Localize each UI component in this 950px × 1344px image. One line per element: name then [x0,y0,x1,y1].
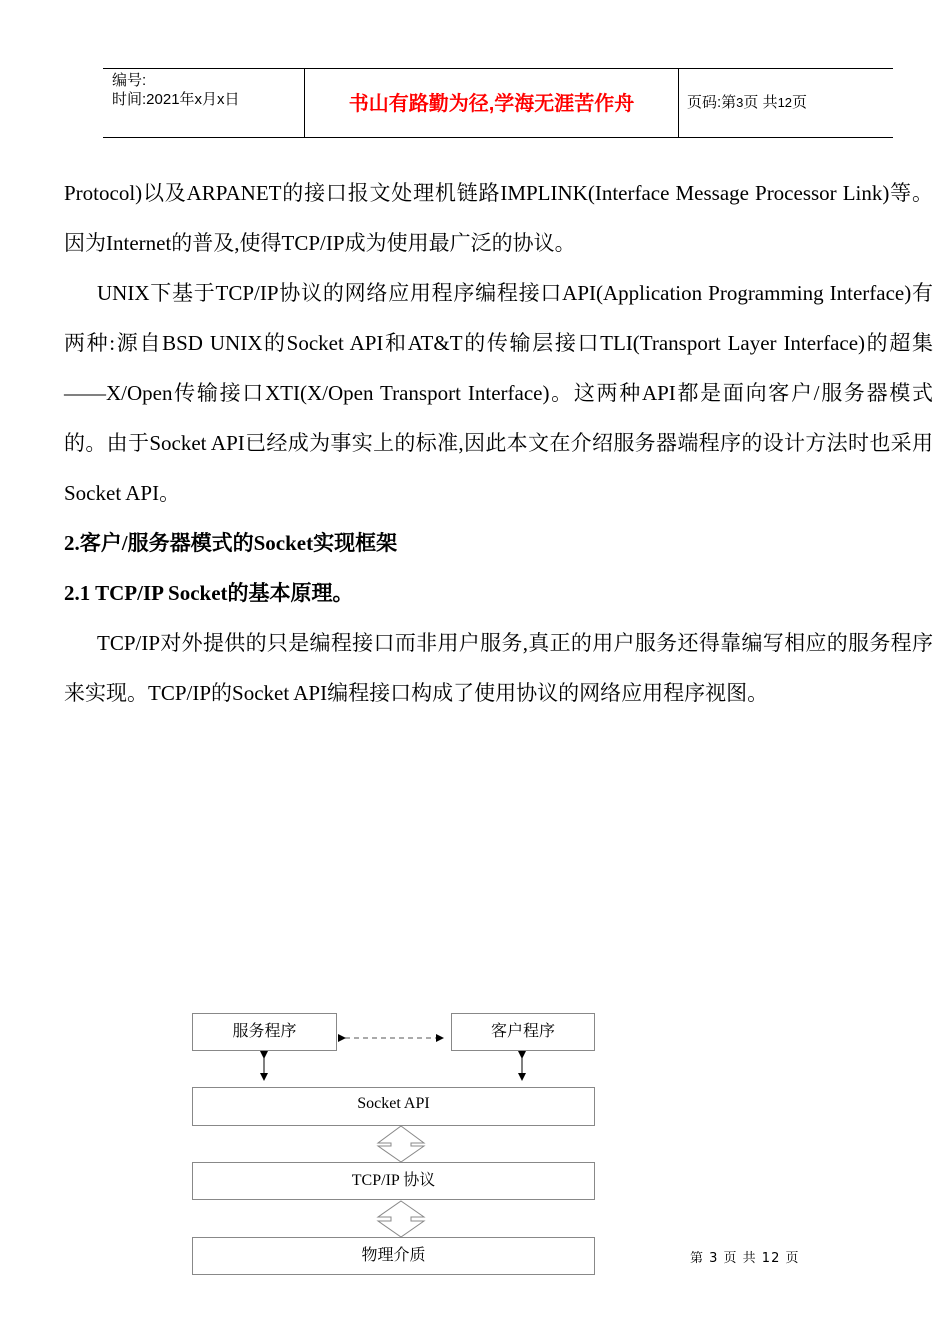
header-page-cell [679,69,893,137]
header-meta-cell [103,69,305,137]
paragraph-protocols: Protocol)以及ARPANET的接口报文处理机链路IMPLINK(Interface Message Processor Link)等。因为Internet的普及,使得TCP/IP成为使用最广泛的协议。 [64,181,933,255]
subsection-heading: 2.1 TCP/IP Socket的基本原理。 [64,581,354,605]
page-header-table [103,68,893,138]
server-program-box [192,1013,337,1051]
header-page-number [687,94,807,112]
socket-api-label: Socket API [357,1094,430,1112]
physical-medium-box [192,1237,595,1275]
paragraph-unix-api: UNIX下基于TCP/IP协议的网络应用程序编程接口API(Application Programming Interface)有两种:源自BSD UNIX的Socket API和AT&T的传输层接口TLI(Transport Layer Interface)的超集——X/Open传输接口XTI(X/Open Transport Interface)。这两种API都是面向客户/服务器模式的。由于Socket API已经成为事实上的标准,因此本文在介绍服务器端程序的设计方法时也采用Socket API。 [64,281,933,505]
socket-api-box [192,1087,595,1126]
time-label: 时间:2021年x月x日 [112,91,240,108]
page-total: 12 [777,95,793,110]
document-body [64,168,933,718]
section-heading: 2.客户/服务器模式的Socket实现框架 [64,531,398,555]
tcpip-protocol-label: TCP/IP 协议 [351,1171,436,1189]
physical-medium-label: 物理介质 [361,1246,426,1264]
header-motto-cell [305,69,679,137]
page-prefix: 页码:第 [687,94,737,111]
tcpip-physical-block-arrow [378,1201,424,1237]
server-program-label: 服务程序 [232,1022,297,1040]
header-motto: 书山有路勤为径,学海无涯苦作舟 [348,93,635,115]
client-program-label: 客户程序 [490,1022,555,1040]
page-current: 3 [736,95,744,110]
client-program-box [451,1013,595,1051]
number-label: 编号: [112,72,147,89]
page-suffix: 页 [792,94,808,111]
paragraph-socket-principle: TCP/IP对外提供的只是编程接口而非用户服务,真正的用户服务还得靠编写相应的服务程序来实现。TCP/IP的Socket API编程接口构成了使用协议的网络应用程序视图。 [64,631,933,705]
tcpip-protocol-box [192,1162,595,1200]
page-mid: 页 共 [743,94,778,111]
socket-tcpip-block-arrow [378,1126,424,1162]
page-footer: 第 3 页 共 12 页 [690,1251,800,1266]
